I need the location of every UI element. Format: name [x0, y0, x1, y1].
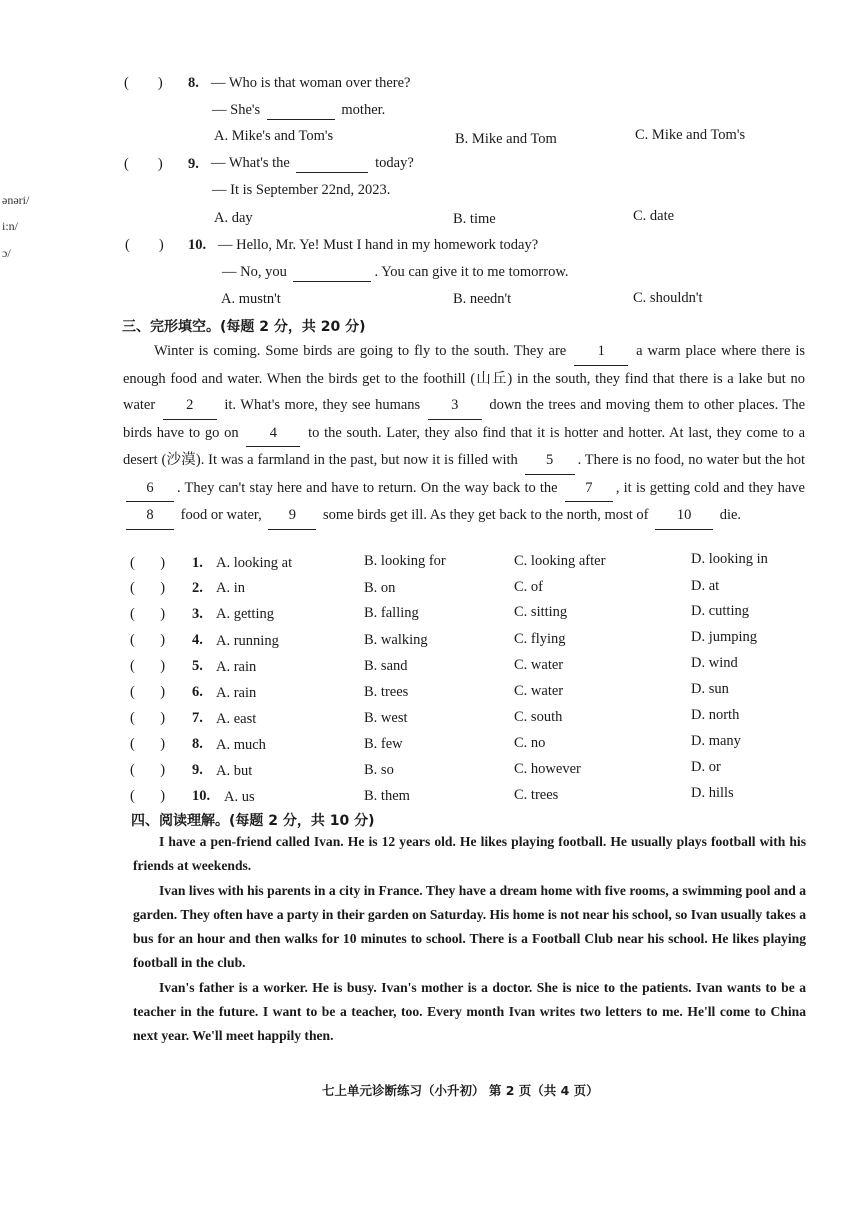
option-a: A. getting: [216, 606, 274, 622]
passage-text: a warm place where there is enough food and water. When the birds get to the foothill (山丘) in the south, they find that there is a lake but no water: [123, 343, 805, 413]
option-b: B. falling: [364, 605, 419, 621]
option-d: D. looking in: [691, 551, 768, 567]
option-c: C. Mike and Tom's: [635, 127, 746, 143]
answer-bracket[interactable]: ( ): [124, 156, 163, 172]
option-b: B. time: [453, 211, 496, 227]
question-text: — No, you: [222, 264, 287, 280]
passage-text: it. What's more, they see humans: [224, 397, 421, 413]
reading-paragraph: [133, 976, 806, 1048]
answer-blank[interactable]: [267, 102, 335, 120]
question-text: — What's the: [211, 155, 290, 171]
question-line: [222, 264, 568, 282]
margin-mark: ənəri/: [2, 193, 30, 207]
answer-bracket[interactable]: ( ): [130, 555, 166, 571]
option-d: D. wind: [691, 655, 738, 671]
question-line: [212, 102, 385, 120]
margin-mark: i:n/: [2, 219, 19, 233]
option-c: C. however: [514, 761, 581, 777]
paragraph-text: Ivan lives with his parents in a city in France. They have a dream home with five rooms, a swimming pool and a garden. They often have a party in their garden on Saturday. His home is not near his school, so Ivan usually takes a bus for an hour and then walks for 10 minutes to school. There is a Football Club near his school. He likes playing football in the club.: [133, 883, 806, 970]
reading-paragraph: [133, 830, 806, 878]
cloze-passage: [123, 338, 805, 530]
option-c: C. no: [514, 735, 546, 751]
option-number: 10.: [192, 788, 211, 804]
question-line: [211, 155, 414, 173]
option-number: 5.: [192, 658, 203, 674]
passage-text: some birds get ill. As they get back to the north, most of: [323, 507, 649, 523]
option-a: A. day: [214, 210, 253, 226]
passage-text: . They can't stay here and have to return. On the way back to the: [177, 479, 558, 496]
option-a: A. rain: [216, 685, 257, 701]
option-b: B. so: [364, 762, 394, 778]
option-a: A. running: [216, 633, 279, 649]
answer-bracket[interactable]: ( ): [130, 684, 166, 700]
option-a: A. east: [216, 711, 257, 727]
answer-blank[interactable]: [296, 155, 368, 173]
question-line: — Hello, Mr. Ye! Must I hand in my homework today?: [218, 237, 539, 253]
passage-text: . There is no food, no water but the hot: [577, 452, 805, 468]
option-number: 4.: [192, 632, 203, 648]
answer-bracket[interactable]: ( ): [130, 580, 166, 596]
option-a: A. looking at: [216, 555, 293, 571]
question-number: 8.: [188, 75, 199, 91]
option-c: C. south: [514, 709, 563, 725]
option-b: B. sand: [364, 658, 408, 674]
answer-bracket[interactable]: ( ): [130, 710, 166, 726]
answer-bracket[interactable]: ( ): [130, 632, 166, 648]
question-number: 9.: [188, 156, 199, 172]
option-b: B. west: [364, 710, 408, 726]
option-c: C. date: [633, 208, 675, 224]
option-d: D. or: [691, 759, 721, 775]
option-a: A. Mike's and Tom's: [214, 128, 334, 144]
answer-bracket[interactable]: ( ): [130, 606, 166, 622]
option-a: A. but: [216, 763, 253, 779]
question-line: — Who is that woman over there?: [211, 75, 411, 91]
answer-bracket[interactable]: ( ): [130, 658, 166, 674]
option-a: A. much: [216, 737, 266, 753]
option-number: 2.: [192, 580, 203, 596]
answer-bracket[interactable]: ( ): [130, 762, 166, 778]
passage-text: to the south. Later, they also find that it is hotter and hotter. At last, they come to a desert (沙漠). It was a farmland in the past, but now it is filled with: [123, 424, 806, 468]
page-footer: 七上单元诊断练习（小升初） 第 2 页（共 4 页）: [322, 1083, 599, 1098]
option-number: 8.: [192, 736, 203, 752]
question-text: today?: [375, 155, 414, 171]
option-a: A. rain: [216, 659, 257, 675]
question-number: 10.: [188, 237, 207, 253]
answer-bracket[interactable]: ( ): [130, 736, 166, 752]
cloze-blank[interactable]: 10: [655, 502, 713, 530]
passage-text: Winter is coming. Some birds are going to fly to the south. They are: [154, 343, 567, 359]
option-b: B. needn't: [453, 291, 512, 307]
option-c: C. water: [514, 657, 564, 673]
option-number: 3.: [192, 606, 203, 622]
option-b: B. few: [364, 736, 403, 752]
option-a: A. mustn't: [221, 291, 281, 307]
passage-text: food or water,: [180, 507, 262, 523]
cloze-blank[interactable]: 9: [268, 502, 316, 530]
cloze-blank[interactable]: 8: [126, 502, 174, 530]
option-d: D. jumping: [691, 629, 758, 645]
cloze-blank[interactable]: 3: [428, 392, 482, 420]
option-a: A. in: [216, 580, 245, 596]
passage-text: down the trees and moving them to other places. The birds have to go on: [123, 397, 806, 441]
passage-text: , it is getting cold and they have: [615, 479, 805, 496]
passage-text: die.: [719, 507, 742, 523]
paragraph-text: Ivan's father is a worker. He is busy. Ivan's mother is a doctor. She is nice to the patients. Ivan wants to be a teacher in the future. I want to be a teacher, too. Every month Ivan writes two letters to me. He'll come to China next year. We'll meet happily then.: [133, 980, 806, 1043]
answer-bracket[interactable]: ( ): [130, 788, 166, 804]
answer-bracket[interactable]: ( ): [124, 75, 163, 91]
option-number: 6.: [192, 684, 203, 700]
option-d: D. many: [691, 733, 741, 749]
section-heading: 四、阅读理解。(每题 2 分，共 10 分): [131, 813, 375, 829]
option-c: C. looking after: [514, 553, 606, 569]
option-b: B. Mike and Tom: [455, 131, 557, 147]
option-d: D. north: [691, 707, 740, 723]
paragraph-text: I have a pen-friend called Ivan. He is 12 years old. He likes playing football. He usually plays football with his friends at weekends.: [133, 834, 806, 873]
option-c: C. flying: [514, 631, 566, 647]
answer-bracket[interactable]: ( ): [125, 237, 164, 253]
option-b: B. looking for: [364, 553, 446, 569]
answer-blank[interactable]: [293, 264, 371, 282]
option-d: D. sun: [691, 681, 729, 697]
option-c: C. shouldn't: [633, 290, 703, 306]
margin-mark: ɔ/: [2, 246, 11, 260]
option-c: C. of: [514, 579, 543, 595]
option-b: B. walking: [364, 632, 428, 648]
option-number: 9.: [192, 762, 203, 778]
option-d: D. hills: [691, 785, 734, 801]
cloze-blank[interactable]: 7: [565, 475, 613, 503]
cloze-blank[interactable]: 1: [574, 338, 628, 366]
question-text: — She's: [212, 102, 261, 118]
option-a: A. us: [224, 789, 255, 805]
question-line: — It is September 22nd, 2023.: [212, 182, 391, 198]
question-text: mother.: [341, 102, 386, 118]
option-d: D. cutting: [691, 603, 749, 619]
reading-paragraph: [133, 879, 806, 975]
option-c: C. trees: [514, 787, 559, 803]
option-c: C. water: [514, 683, 564, 699]
cloze-blank[interactable]: 5: [525, 447, 575, 475]
option-b: B. trees: [364, 684, 409, 700]
option-number: 7.: [192, 710, 203, 726]
cloze-blank[interactable]: 6: [126, 475, 174, 503]
section-heading: 三、完形填空。(每题 2 分，共 20 分): [122, 319, 366, 335]
option-c: C. sitting: [514, 604, 568, 620]
option-b: B. them: [364, 788, 410, 804]
option-d: D. at: [691, 578, 720, 594]
option-number: 1.: [192, 555, 203, 571]
cloze-blank[interactable]: 4: [246, 420, 300, 448]
option-b: B. on: [364, 580, 396, 596]
cloze-blank[interactable]: 2: [163, 392, 217, 420]
question-text: . You can give it to me tomorrow.: [374, 264, 569, 280]
